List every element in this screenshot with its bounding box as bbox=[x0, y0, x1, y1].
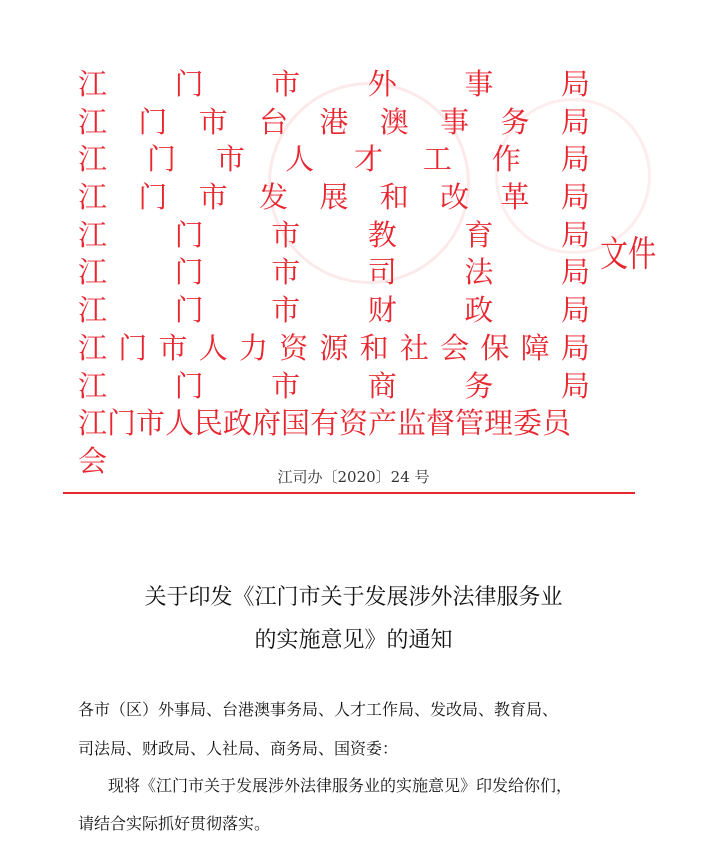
issuer-char: 展 bbox=[319, 180, 349, 215]
issuer-char: 市 bbox=[271, 293, 301, 328]
issuer-char: 教 bbox=[367, 217, 397, 252]
issuer-char: 司 bbox=[367, 255, 397, 290]
issuer-char: 革 bbox=[500, 180, 530, 215]
issuer-char: 商 bbox=[367, 368, 397, 403]
issuer-char: 门 bbox=[174, 255, 204, 290]
issuer-char: 市 bbox=[198, 180, 228, 215]
issuer-char: 力 bbox=[238, 330, 268, 365]
issuer-char: 门 bbox=[174, 67, 204, 101]
issuer-row bbox=[78, 141, 590, 179]
issuer-row bbox=[78, 104, 590, 142]
issuer-char: 工 bbox=[422, 142, 452, 177]
issuer-char: 局 bbox=[560, 180, 590, 215]
issuer-char: 人 bbox=[284, 142, 314, 177]
issuer-char: 局 bbox=[560, 293, 590, 328]
issuer-char: 江 bbox=[78, 293, 108, 328]
issuer-char: 社 bbox=[399, 330, 429, 365]
issuer-char: 市 bbox=[271, 368, 301, 403]
issuer-char: 局 bbox=[560, 142, 590, 177]
issuer-char: 门 bbox=[174, 293, 204, 328]
document-type-label: 文件 bbox=[600, 234, 657, 275]
issuer-char: 江门市人民政府国有资产监督管理委员会 bbox=[78, 406, 572, 478]
issuer-row bbox=[78, 292, 590, 330]
issuer-char: 市 bbox=[271, 67, 301, 101]
issuer-char: 事 bbox=[440, 104, 470, 139]
issuer-char: 障 bbox=[520, 330, 550, 365]
issuer-char: 江 bbox=[78, 180, 108, 215]
issuer-char: 会 bbox=[440, 330, 470, 365]
issuer-char: 事 bbox=[464, 67, 494, 101]
issuer-char: 江 bbox=[78, 368, 108, 403]
issuer-row bbox=[78, 254, 590, 292]
issuer-char: 源 bbox=[319, 330, 349, 365]
body-paragraph-line-1: 现将《江门市关于发展涉外法律服务业的实施意见》印发给你们， bbox=[108, 776, 573, 795]
issuer-char: 外 bbox=[367, 67, 397, 101]
red-header-rule bbox=[63, 492, 635, 494]
issuer-char: 资 bbox=[279, 330, 309, 365]
body-paragraph-line-2: 请结合实际抓好贯彻落实。 bbox=[78, 814, 271, 833]
issuer-row bbox=[78, 179, 590, 217]
issuer-char: 保 bbox=[480, 330, 510, 365]
issuer-char: 务 bbox=[464, 368, 494, 403]
issuer-char: 务 bbox=[500, 104, 530, 139]
issuer-char: 局 bbox=[560, 255, 590, 290]
document-number: 江司办〔2020〕24 号 bbox=[277, 468, 430, 486]
issuer-char: 江 bbox=[78, 330, 108, 365]
recipients-line-2: 司法局、财政局、人社局、商务局、国资委： bbox=[78, 739, 399, 758]
issuer-char: 江 bbox=[78, 142, 108, 177]
issuer-char: 局 bbox=[560, 104, 590, 139]
issuer-char: 才 bbox=[353, 142, 383, 177]
issuer-char: 发 bbox=[259, 180, 289, 215]
issuer-row bbox=[78, 217, 590, 255]
issuer-char: 市 bbox=[215, 142, 245, 177]
issuer-char: 法 bbox=[464, 255, 494, 290]
issuer-row bbox=[78, 368, 590, 406]
document-title-line-1: 关于印发《江门市关于发展涉外法律服务业 bbox=[144, 585, 563, 610]
issuer-char: 江 bbox=[78, 217, 108, 252]
issuer-char: 和 bbox=[359, 330, 389, 365]
issuer-char: 局 bbox=[560, 368, 590, 403]
issuer-char: 局 bbox=[560, 67, 590, 101]
issuer-char: 门 bbox=[118, 330, 148, 365]
issuer-row bbox=[78, 330, 590, 368]
issuer-char: 育 bbox=[464, 217, 494, 252]
issuer-char: 门 bbox=[138, 104, 168, 139]
issuer-char: 台 bbox=[259, 104, 289, 139]
issuer-char: 市 bbox=[271, 255, 301, 290]
issuer-char: 局 bbox=[560, 217, 590, 252]
issuer-char: 政 bbox=[464, 293, 494, 328]
issuer-char: 江 bbox=[78, 104, 108, 139]
issuer-char: 门 bbox=[174, 368, 204, 403]
issuer-char: 人 bbox=[198, 330, 228, 365]
issuer-char: 江 bbox=[78, 255, 108, 290]
issuer-char: 市 bbox=[198, 104, 228, 139]
issuer-char: 门 bbox=[146, 142, 176, 177]
issuer-char: 作 bbox=[491, 142, 521, 177]
document-title-line-2: 的实施意见》的通知 bbox=[254, 628, 453, 653]
issuer-char: 市 bbox=[271, 217, 301, 252]
issuer-char: 门 bbox=[138, 180, 168, 215]
issuer-char: 门 bbox=[174, 217, 204, 252]
issuer-char: 和 bbox=[379, 180, 409, 215]
issuer-char: 澳 bbox=[379, 104, 409, 139]
issuer-char: 改 bbox=[440, 180, 470, 215]
issuer-char: 财 bbox=[367, 293, 397, 328]
issuer-char: 江 bbox=[78, 67, 108, 101]
issuer-row bbox=[78, 66, 590, 104]
recipients-line-1: 各市（区）外事局、台港澳事务局、人才工作局、发改局、教育局、 bbox=[78, 700, 559, 719]
issuer-char: 市 bbox=[158, 330, 188, 365]
issuer-char: 港 bbox=[319, 104, 349, 139]
issuer-char: 局 bbox=[560, 330, 590, 365]
